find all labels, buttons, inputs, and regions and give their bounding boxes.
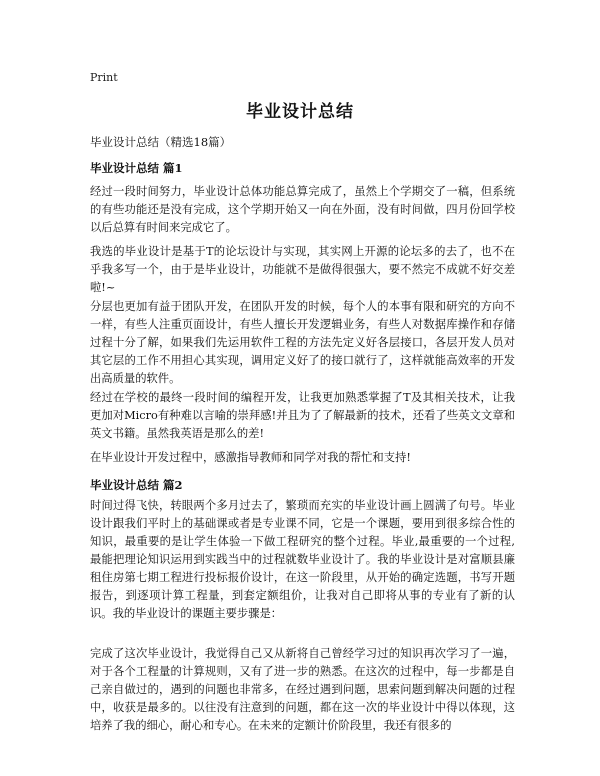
paragraph: 时间过得飞快，转眼两个多月过去了，繁琐而充实的毕业设计画上圆满了句号。毕业设计跟我们平时上的基础课或者是专业课不同，它是一个课题，要用到很多综合性的知识，最重要的是让学生体验一下做工程研究的整个过程。毕业,最重要的一个过程,最能把理论知识运用到实践当中的过程就数毕业设计了。我的毕业设计是对富顺县廉租住房第七期工程进行投标报价设计，在这一阶段里，从开始的确定选题，书写开题报告，到逐项计算工程量，到套定额组价，让我对自己即将从事的专业有了新的认识。我的毕业设计的课题主要步骤是： <box>90 499 515 620</box>
paragraph: 经过一段时间努力，毕业设计总体功能总算完成了，虽然上个学期交了一稿，但系统的有些功能还是没有完成，这个学期开始又一向在外面，没有时间做，四月份回学校以后总算有时间来完成它了。 <box>90 185 515 234</box>
paragraph: 我选的毕业设计是基于T的论坛设计与实现，其实网上开源的论坛多的去了，也不在乎我多写一个，由于是毕业设计，功能就不是做得很强大，要不然完不成就不好交差啦!~ <box>90 245 515 294</box>
section-heading-2: 毕业设计总结 篇2 <box>90 478 183 492</box>
paragraph: 经过在学校的最终一段时间的编程开发，让我更加熟悉掌握了T及其相关技术，让我更加对Micro有种难以言喻的崇拜感!并且为了了解最新的技术，还看了些英文文章和英文书籍。虽然我英语是那么的差! <box>90 391 515 440</box>
section-heading-1: 毕业设计总结 篇1 <box>90 161 183 175</box>
page-title: 毕业设计总结 <box>246 102 354 122</box>
paragraph: 分层也更加有益于团队开发，在团队开发的时候，每个人的本事有限和研究的方向不一样，有些人注重页面设计，有些人擅长开发逻辑业务，有些人对数据库操作和存储过程十分了解，如果我们先运用软件工程的方法先定义好各层接口，各层开发人员对其它层的工作不用担心其实现，调用定义好了的接口就行了，这样就能高效率的开发出高质量的软件。 <box>90 300 515 385</box>
paragraph: 在毕业设计开发过程中，感激指导教师和同学对我的帮忙和支持! <box>90 451 411 464</box>
paragraph: 完成了这次毕业设计，我觉得自己又从新将自己曾经学习过的知识再次学习了一遍，对于各个工程量的计算规则，又有了进一步的熟悉。在这次的过程中，每一步都是自己亲自做过的，遇到的问题也非常多，在经过遇到问题，思索问题到解决问题的过程中，收获是最多的。以往没有注意到的问题，都在这一次的毕业设计中得以体现，这培养了我的细心，耐心和专心。在未来的定额计价阶段里，我还有很多的 <box>90 647 515 732</box>
document-subtitle: 毕业设计总结（精选18篇） <box>90 135 232 149</box>
print-label[interactable]: Print <box>90 71 118 84</box>
